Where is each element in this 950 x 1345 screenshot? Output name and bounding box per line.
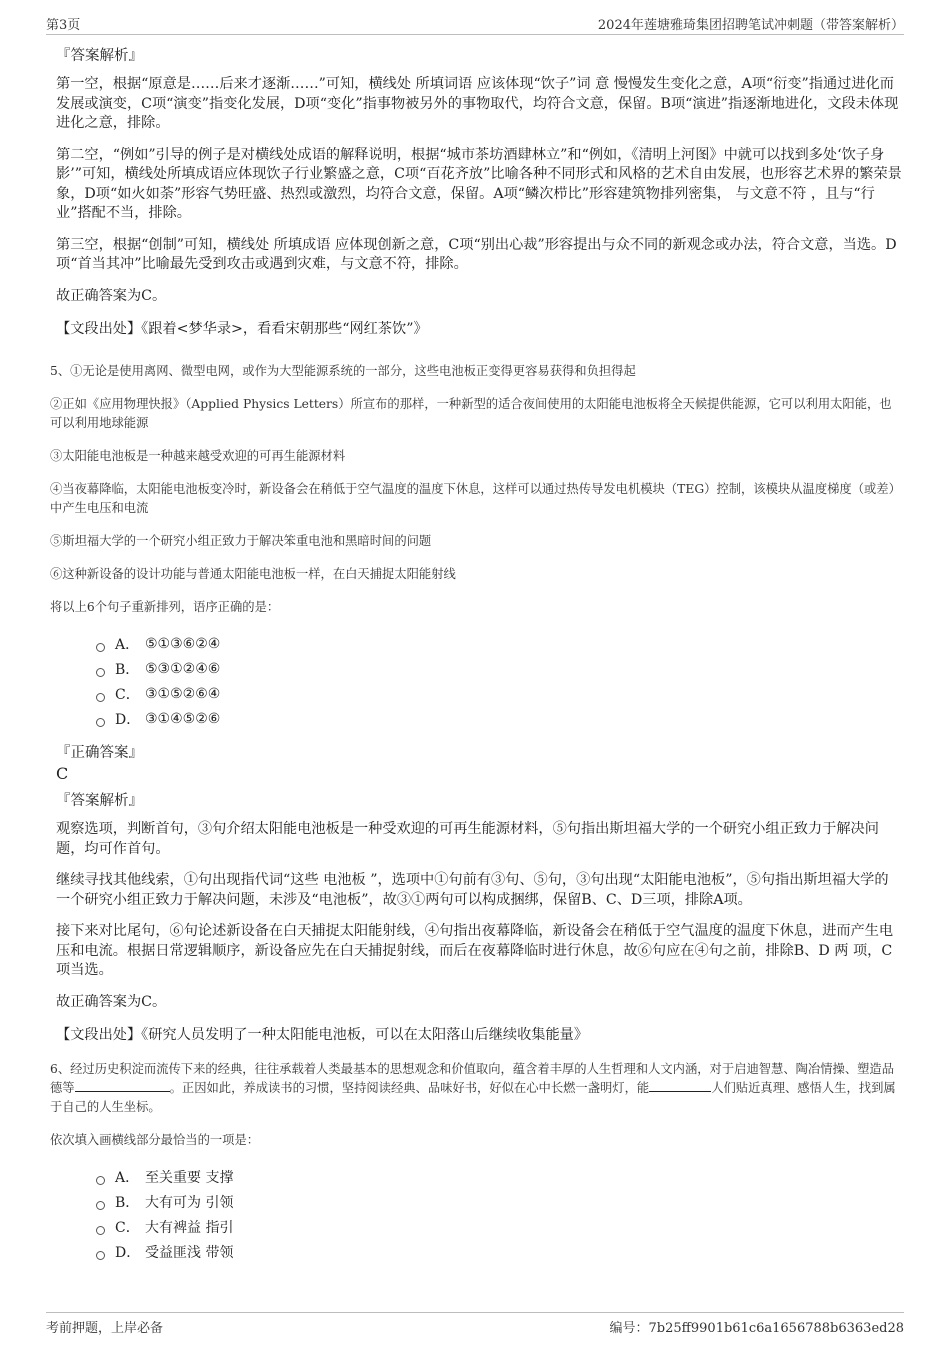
radio-icon[interactable] bbox=[96, 1176, 105, 1185]
radio-icon[interactable] bbox=[96, 1201, 105, 1210]
page-content bbox=[50, 44, 902, 1274]
analysis-paragraph-2: 第二空，“例如”引导的例子是对横线处成语的解释说明，根据“城市茶坊酒肆林立”和“例如，《清明上河图》中就可以找到多处‘饮子身影’”可知，横线处所填成语应体现饮子行业繁盛之意，C项“百花齐放”比喻各种不同形式和风格的艺术自由发展，也形容艺术界的繁荣景象，D项“如火如荼”形容气势旺盛、热烈或激烈，均符合文意，保留。A项“鳞次栉比”形容建筑物排列密集， 与文意不符 ，且与“行业”搭配不当，排除。 bbox=[56, 146, 902, 221]
answer-blank-2 bbox=[649, 1079, 711, 1092]
option-text: 大有可为 引领 bbox=[145, 1194, 234, 1211]
analysis-paragraph-2: 继续寻找其他线索，①句出现指代词“这些 电池板 ”，选项中①句前有③句、⑤句，③句出现“太阳能电池板”，⑤句指出斯坦福大学的一个研究小组正致力于解决问题，未涉及“电池板”，故③①两句可以构成捆绑，保留B、C、D三项，排除A项。 bbox=[56, 872, 889, 908]
passage-source: 【文段出处】《研究人员发明了一种太阳能电池板，可以在太阳落山后继续收集能量》 bbox=[56, 1027, 589, 1043]
sentence-4: ④当夜幕降临，太阳能电池板变冷时，新设备会在稍低于空气温度的温度下休息，这样可以通过热传导发电机模块（TEG）控制，该模块从温度梯度（或差）中产生电压和电流 bbox=[50, 482, 901, 515]
option-text: ③①⑤②⑥④ bbox=[145, 685, 221, 702]
page-number: 第3页 bbox=[46, 18, 81, 33]
correct-answer-label: 『正确答案』 bbox=[56, 745, 143, 761]
option-letter: B． bbox=[115, 661, 140, 678]
option-text: ③①④⑤②⑥ bbox=[145, 710, 221, 727]
stem-part-3: 人们贴近真理、感悟人生，找到属于自己的人生坐标。 bbox=[50, 1081, 896, 1114]
document-id: 编号：7b25ff9901b61c6a1656788b6363ed28 bbox=[609, 1321, 904, 1336]
option-letter: C． bbox=[115, 686, 140, 703]
option-a[interactable] bbox=[96, 1164, 902, 1189]
option-letter: C． bbox=[115, 1219, 140, 1236]
option-text: 大有裨益 指引 bbox=[145, 1219, 234, 1236]
analysis-paragraph-3: 第三空，根据“创制”可知，横线处 所填成语 应体现创新之意，C项“别出心裁”形容提出与众不同的新观念或办法，符合文意，当选。D项“首当其冲”比喻最先受到攻击或遇到灾难，与文意不符，排除。 bbox=[56, 236, 897, 272]
option-letter: A． bbox=[115, 1169, 140, 1186]
option-c[interactable] bbox=[96, 1214, 902, 1239]
sentence-2: ②正如《应用物理快报》（Applied Physics Letters）所宣布的那样，一种新型的适合夜间使用的太阳能电池板将全天候提供能源，它可以利用太阳能，也可以利用地球能源 bbox=[50, 397, 892, 430]
option-c[interactable] bbox=[96, 681, 902, 706]
option-letter: B． bbox=[115, 1194, 140, 1211]
document-title: 2024年莲塘雅琦集团招聘笔试冲刺题（带答案解析） bbox=[597, 18, 904, 33]
stem-part-2: 。正因如此，养成读书的习惯，坚持阅读经典、品味好书，好似在心中长燃一盏明灯，能 bbox=[169, 1081, 650, 1095]
question-stem bbox=[50, 1060, 902, 1117]
analysis-paragraph-3: 接下来对比尾句，⑥句论述新设备在白天捕捉太阳能射线，④句指出夜幕降临，新设备会在稍低于空气温度的温度下休息，进而产生电压和电流。根据日常逻辑顺序，新设备应先在白天捕捉射线，而后在夜幕降临时进行休息，故⑥句应在④句之前，排除B、D 两 项，C项当选。 bbox=[56, 923, 894, 978]
sentence-6: ⑥这种新设备的设计功能与普通太阳能电池板一样，在白天捕捉太阳能射线 bbox=[50, 567, 456, 581]
answer-blank-1 bbox=[75, 1079, 170, 1092]
analysis-label: 『答案解析』 bbox=[56, 48, 143, 64]
radio-icon[interactable] bbox=[96, 693, 105, 702]
radio-icon[interactable] bbox=[96, 1226, 105, 1235]
option-a[interactable] bbox=[96, 631, 902, 656]
sentence-5: ⑤斯坦福大学的一个研究小组正致力于解决笨重电池和黑暗时间的问题 bbox=[50, 534, 432, 548]
option-letter: D． bbox=[115, 711, 141, 728]
option-b[interactable] bbox=[96, 656, 902, 681]
option-text: ⑤③①②④⑥ bbox=[145, 660, 221, 677]
question-prompt: 依次填入画横线部分最恰当的一项是： bbox=[50, 1133, 260, 1147]
correct-answer: C bbox=[56, 764, 69, 783]
question-6 bbox=[50, 1060, 902, 1150]
option-letter: D． bbox=[115, 1244, 141, 1261]
analysis-paragraph-1: 观察选项，判断首句，③句介绍太阳能电池板是一种受欢迎的可再生能源材料，⑤句指出斯坦福大学的一个研究小组正致力于解决问题，均可作首句。 bbox=[56, 821, 879, 857]
page-header bbox=[46, 12, 904, 35]
conclusion: 故正确答案为C。 bbox=[56, 287, 167, 304]
options-list bbox=[96, 1164, 902, 1264]
question-5 bbox=[50, 362, 902, 617]
sentence-3: ③太阳能电池板是一种越来越受欢迎的可再生能源材料 bbox=[50, 449, 346, 463]
footer-slogan: 考前押题，上岸必备 bbox=[46, 1321, 164, 1336]
analysis-label: 『答案解析』 bbox=[56, 793, 143, 809]
stem-part-1: 6、经过历史积淀而流传下来的经典，往往承载着人类最基本的思想观念和价值取向，蕴含着丰厚的人生哲理和人文内涵，对于启迪智慧、陶冶情操、塑造品德等 bbox=[50, 1062, 895, 1095]
conclusion: 故正确答案为C。 bbox=[56, 993, 167, 1010]
option-text: 受益匪浅 带领 bbox=[145, 1244, 234, 1261]
option-letter: A． bbox=[115, 636, 140, 653]
option-b[interactable] bbox=[96, 1189, 902, 1214]
option-d[interactable] bbox=[96, 1239, 902, 1264]
option-text: 至关重要 支撑 bbox=[145, 1169, 234, 1186]
sentence-1: 5、①无论是使用离网、微型电网，或作为大型能源系统的一部分，这些电池板正变得更容易获得和负担得起 bbox=[50, 364, 636, 378]
option-d[interactable] bbox=[96, 706, 902, 731]
radio-icon[interactable] bbox=[96, 718, 105, 727]
radio-icon[interactable] bbox=[96, 668, 105, 677]
question-prompt: 将以上6个句子重新排列，语序正确的是： bbox=[50, 600, 280, 614]
options-list bbox=[96, 631, 902, 731]
radio-icon[interactable] bbox=[96, 643, 105, 652]
radio-icon[interactable] bbox=[96, 1251, 105, 1260]
passage-source: 【文段出处】《跟着<梦华录>，看看宋朝那些“网红茶饮”》 bbox=[56, 321, 428, 337]
analysis-paragraph-1: 第一空，根据“原意是……后来才逐渐……”可知，横线处 所填词语 应该体现“饮子”词 意 慢慢发生变化之意，A项“衍变”指通过进化而发展或演变，C项“演变”指变化发展，D项“变化”指事物被另外的事物取代，均符合文意，保留。B项“演进”指逐渐地进化，文段未体现进化之意，排除。 bbox=[56, 76, 899, 131]
page-footer bbox=[46, 1312, 904, 1337]
option-text: ⑤①③⑥②④ bbox=[145, 635, 221, 652]
